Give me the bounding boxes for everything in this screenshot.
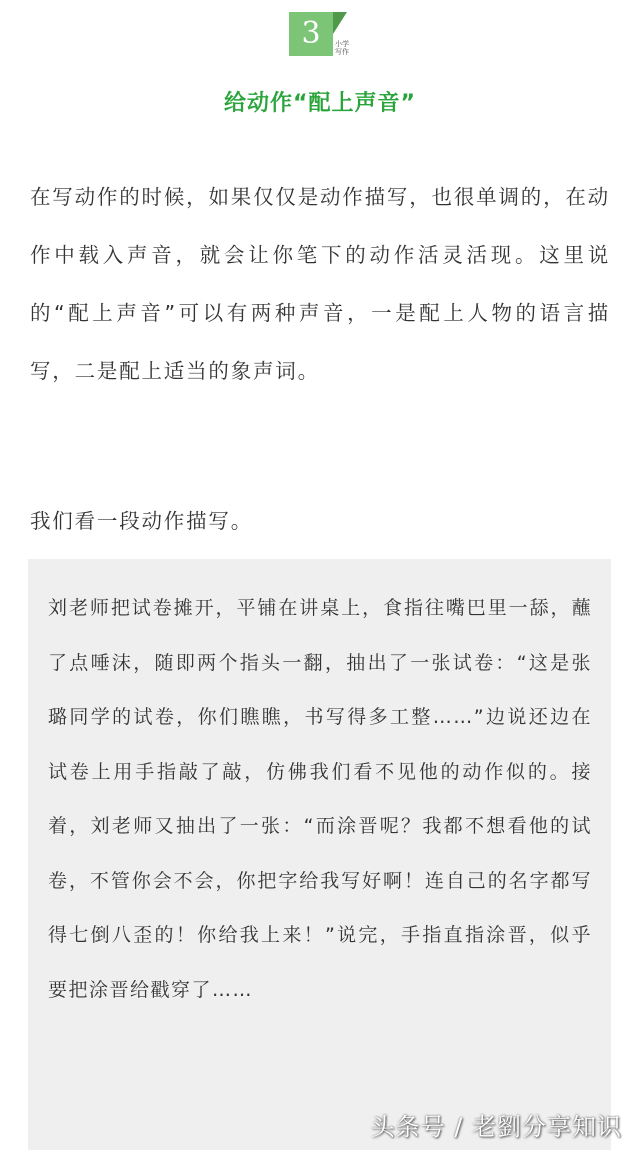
section-title: 给动作“配上声音” [224, 91, 416, 116]
lead-paragraph: 我们看一段动作描写。 [30, 509, 253, 533]
badge-subtitle: 小学写作 [335, 40, 349, 56]
watermark: 头条号 / 老劉分享知识 [370, 1113, 622, 1141]
badge-number: 3 [301, 16, 321, 51]
section-badge [289, 12, 353, 58]
example-quote-text: 刘老师把试卷摊开，平铺在讲桌上，食指往嘴巴里一舔，蘸了点唾沫，随即两个指头一翻，抽出了一张试卷：“这是张璐同学的试卷，你们瞧瞧，书写得多工整……”边说还边在试卷上用手指敲了敲，仿佛我们看不见他的动作似的。接着，刘老师又抽出了一张：“而涂晋呢？我都不想看他的试卷，不管你会不会，你把字给我写好啊！连自己的名字都写得七倒八歪的！你给我上来！”说完，手指直指涂晋，似乎要把涂晋给戳穿了…… [48, 597, 592, 1001]
intro-paragraph: 在写动作的时候，如果仅仅是动作描写，也很单调的，在动作中载入声音，就会让你笔下的动作活灵活现。这里说的“配上声音”可以有两种声音，一是配上人物的语言描写，二是配上适当的象声词。 [30, 185, 610, 383]
example-quote-box [28, 559, 611, 1150]
badge-fold [333, 12, 347, 34]
